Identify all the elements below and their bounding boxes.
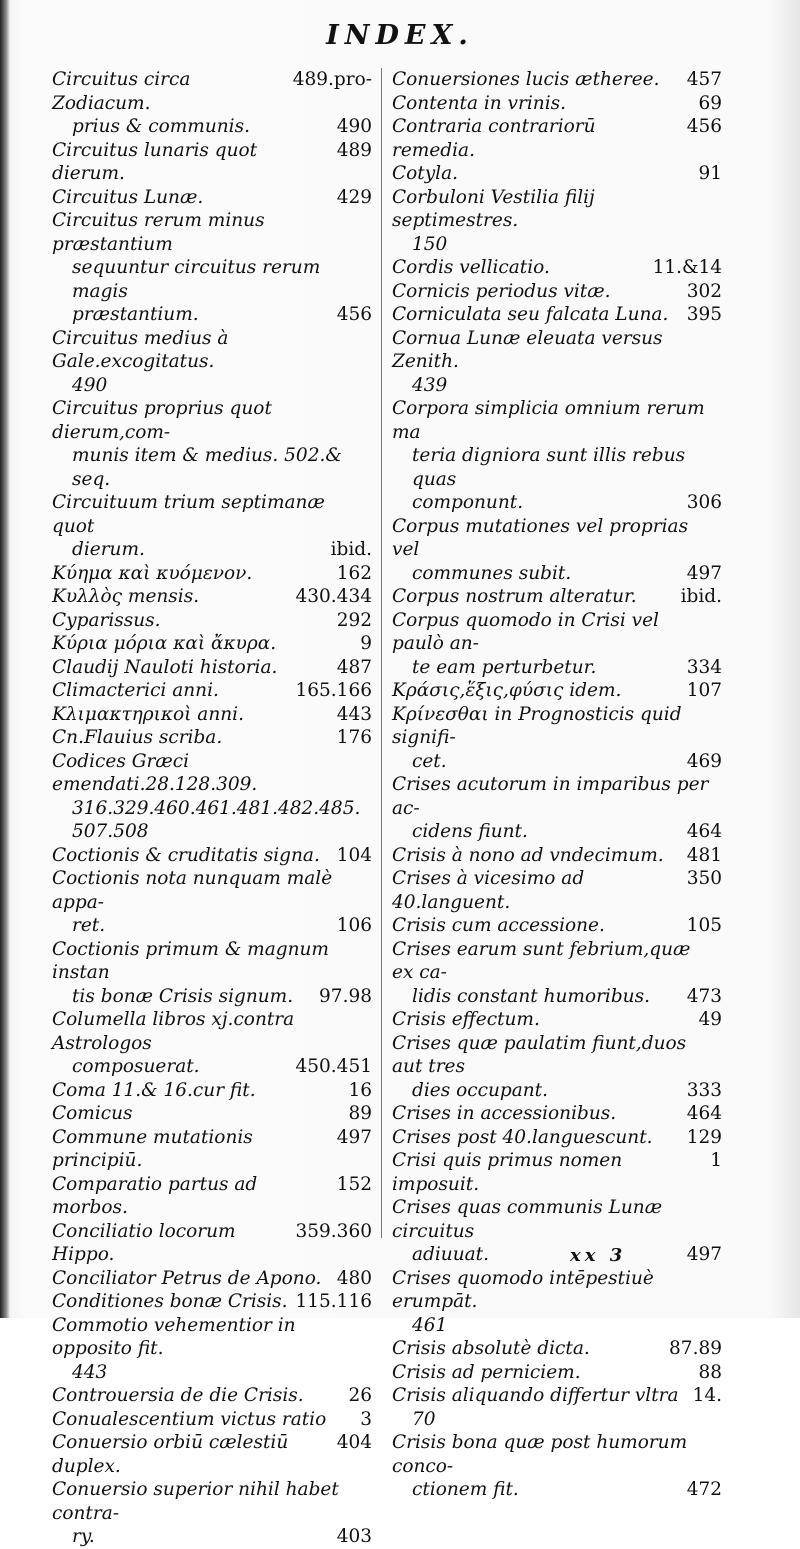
entry-page-ref: 464 — [686, 1103, 722, 1124]
index-entry — [392, 444, 722, 491]
index-entry — [52, 1220, 372, 1267]
entry-text: tis bonæ Crisis signum. — [72, 985, 294, 1007]
entry-page-ref: 115.116 — [295, 1291, 372, 1312]
entry-page-ref: 473 — [686, 985, 722, 1007]
entry-text: teria digniora sunt illis rebus quas — [412, 445, 686, 490]
entry-page-ref: ibid. — [330, 539, 372, 560]
entry-text: Contraria contrariorū remedia. — [392, 116, 596, 161]
column-divider — [381, 68, 382, 1238]
index-entry — [392, 562, 722, 586]
entry-text: Κλιμακτηρικοὶ anni. — [52, 703, 244, 725]
index-entry — [52, 68, 372, 115]
index-entry — [392, 186, 722, 233]
entry-text: Circuitus lunaris quot dierum. — [52, 139, 258, 184]
entry-text: Conuersio orbiū cælestiū duplex. — [52, 1432, 289, 1477]
index-entry — [392, 115, 722, 162]
entry-page-ref: 481 — [686, 844, 722, 866]
entry-text: Κράσις,ἕξις,φύσις idem. — [392, 680, 622, 701]
entry-text: cidens fiunt. — [412, 821, 528, 842]
entry-page-ref: 292 — [336, 609, 372, 631]
entry-text: sequuntur circuitus rerum magis — [72, 257, 321, 302]
index-entry — [52, 1408, 372, 1432]
entry-text: ret. — [72, 915, 106, 936]
entry-text: prius & communis. — [72, 116, 250, 137]
entry-text: Circuitus rerum minus præstantium — [52, 210, 265, 255]
entry-page-ref: 302 — [686, 280, 722, 302]
entry-text: Circuitus circa Zodiacum. — [52, 69, 191, 114]
index-entry — [52, 1290, 372, 1314]
index-entry — [52, 726, 372, 750]
entry-text: præstantium. — [72, 304, 199, 325]
entry-text: Conuersiones lucis ætheree. — [392, 69, 660, 90]
entry-text: Corbuloni Vestilia filij septimestres. — [392, 186, 595, 231]
index-entry — [52, 397, 372, 444]
index-entry — [392, 750, 722, 774]
index-entry — [392, 327, 722, 374]
index-entry — [52, 797, 372, 821]
index-entry — [392, 1314, 722, 1338]
entry-page-ref: 490 — [336, 116, 372, 137]
entry-text: Crisis cum accessione. — [392, 915, 605, 936]
index-entry — [392, 867, 722, 914]
entry-page-ref: 89 — [348, 1103, 372, 1124]
index-entry — [52, 1431, 372, 1478]
index-entry — [392, 280, 722, 304]
entry-page-ref: 49 — [698, 1009, 722, 1030]
entry-page-ref: 497 — [336, 1126, 372, 1148]
index-entry — [52, 679, 372, 703]
index-entry — [392, 491, 722, 515]
index-entry — [52, 1008, 372, 1055]
entry-text: Coctionis & cruditatis signa. — [52, 844, 320, 866]
entry-text: Crisi quis primus nomen imposuit. — [392, 1150, 623, 1195]
index-entry — [392, 303, 722, 327]
entry-page-ref: 334 — [686, 656, 722, 678]
index-entry — [392, 914, 722, 938]
entry-text: Crises quæ paulatim fiunt,duos aut tres — [392, 1032, 687, 1077]
index-entry — [392, 233, 722, 257]
index-entry — [392, 1384, 722, 1408]
entry-text: Crisis ad perniciem. — [392, 1361, 581, 1383]
entry-text: munis item & medius. 502.& seq. — [72, 445, 342, 490]
entry-text: Conualescentium victus ratio — [52, 1408, 327, 1430]
entry-text: Cn.Flauius scriba. — [52, 727, 223, 748]
index-entry — [392, 1149, 722, 1196]
index-entry — [52, 844, 372, 868]
entry-text: Crises quomodo intēpestiuè erumpāt. — [392, 1267, 654, 1312]
entry-page-ref: 333 — [686, 1079, 722, 1101]
index-entry — [392, 397, 722, 444]
index-entry — [52, 1173, 372, 1220]
index-entry — [392, 68, 722, 92]
index-entry — [52, 115, 372, 139]
entry-page-ref: 3 — [360, 1408, 372, 1430]
entry-page-ref: 165.166 — [295, 680, 372, 701]
entry-page-ref: 456 — [686, 116, 722, 137]
entry-text: Conciliator Petrus de Apono. — [52, 1267, 322, 1289]
entry-page-ref: 1 — [710, 1150, 722, 1171]
entry-page-ref: 359.360 — [295, 1220, 372, 1242]
index-entry — [392, 92, 722, 116]
entry-text: 439 — [412, 374, 448, 396]
entry-text: Conditiones bonæ Crisis. — [52, 1291, 288, 1312]
entry-page-ref: 91 — [698, 163, 722, 184]
index-entry — [52, 303, 372, 327]
entry-page-ref: 16 — [348, 1079, 372, 1101]
entry-page-ref: 489.pro- — [292, 69, 372, 90]
entry-text: 316.329.460.461.481.482.485. — [72, 797, 361, 819]
entry-text: 70 — [412, 1408, 436, 1430]
entry-text: Crises à vicesimo ad 40.languent. — [392, 868, 585, 913]
entry-text: dies occupant. — [412, 1079, 548, 1101]
entry-text: Commotio vehementior in opposito fit. — [52, 1314, 296, 1359]
index-entry — [52, 1525, 372, 1549]
index-entry — [52, 914, 372, 938]
entry-text: ctionem fit. — [412, 1479, 519, 1500]
index-entry — [392, 820, 722, 844]
index-entry — [392, 1196, 722, 1243]
index-entry — [52, 1384, 372, 1408]
index-entry — [52, 938, 372, 985]
index-entry — [392, 1102, 722, 1126]
entry-page-ref: 457 — [686, 69, 722, 90]
entry-text: Crisis effectum. — [392, 1009, 540, 1030]
index-entry — [52, 1102, 372, 1126]
entry-page-ref: 107 — [686, 680, 722, 701]
entry-text: Κύρια μόρια καὶ ἄκυρα. — [52, 633, 277, 654]
entry-page-ref: 97.98 — [319, 985, 372, 1007]
entry-page-ref: 464 — [686, 821, 722, 842]
entry-text: 490 — [72, 374, 108, 396]
index-entry — [392, 703, 722, 750]
entry-text: Controuersia de die Crisis. — [52, 1385, 304, 1406]
index-entry — [52, 186, 372, 210]
entry-text: Circuitus Lunæ. — [52, 186, 204, 208]
index-entry — [392, 1008, 722, 1032]
page-header: INDEX. — [326, 20, 474, 51]
entry-text: Circuitus proprius quot dierum,com- — [52, 398, 272, 443]
entry-page-ref: 456 — [336, 304, 372, 325]
entry-text: Cotyla. — [392, 163, 459, 184]
index-entry — [392, 1243, 722, 1267]
entry-text: dierum. — [72, 539, 145, 560]
entry-page-ref: 487 — [336, 656, 372, 678]
index-entry — [392, 844, 722, 868]
entry-text: Crises quas communis Lunæ circuitus — [392, 1197, 663, 1242]
entry-text: Crises earum sunt febrium,quæ ex ca- — [392, 938, 691, 983]
entry-text: Coctionis primum & magnum instan — [52, 938, 329, 983]
entry-text: Crisis absolutè dicta. — [392, 1338, 590, 1359]
index-entry — [52, 444, 372, 491]
entry-page-ref: ibid. — [680, 586, 722, 607]
index-entry — [392, 1478, 722, 1502]
index-entry — [392, 515, 722, 562]
entry-page-ref: 129 — [686, 1126, 722, 1148]
entry-page-ref: 106 — [336, 915, 372, 936]
index-entry — [52, 256, 372, 303]
entry-text: Crises acutorum in imparibus per ac- — [392, 774, 709, 819]
entry-text: Climacterici anni. — [52, 680, 219, 701]
entry-text: Crisis aliquando differtur vltra — [392, 1385, 679, 1406]
index-entry — [52, 491, 372, 538]
index-entry — [392, 1337, 722, 1361]
entry-page-ref: 350 — [686, 868, 722, 889]
index-entry — [392, 679, 722, 703]
index-entry — [52, 538, 372, 562]
entry-text: Conciliatio locorum Hippo. — [52, 1220, 236, 1265]
signature-mark: xx 3 — [570, 1245, 627, 1266]
entry-text: Comicus — [52, 1103, 133, 1124]
entry-text: Cordis vellicatio. — [392, 257, 550, 278]
index-entry — [52, 750, 372, 797]
entry-text: composuerat. — [72, 1056, 200, 1077]
entry-text: adiuuat. — [412, 1244, 489, 1265]
index-entry — [392, 609, 722, 656]
entry-text: Crisis à nono ad vndecimum. — [392, 844, 664, 866]
entry-text: Corniculata seu falcata Luna. — [392, 304, 669, 325]
index-entry — [392, 1431, 722, 1478]
entry-page-ref: 443 — [336, 703, 372, 725]
index-entry — [392, 656, 722, 680]
index-entry — [52, 656, 372, 680]
entry-text: Κύημα καὶ κυόμενον. — [52, 562, 253, 584]
entry-text: Cyparissus. — [52, 609, 161, 631]
index-entry — [392, 1361, 722, 1385]
entry-page-ref: 162 — [336, 562, 372, 584]
entry-page-ref: 14. — [692, 1385, 722, 1406]
entry-text: componunt. — [412, 492, 524, 513]
entry-page-ref: 395 — [686, 304, 722, 325]
index-entry — [52, 985, 372, 1009]
entry-page-ref: 104 — [336, 844, 372, 866]
entry-text: Corpora simplicia omnium rerum ma — [392, 398, 705, 443]
index-entry — [52, 632, 372, 656]
entry-text: Crises in accessionibus. — [392, 1103, 617, 1124]
entry-page-ref: 105 — [686, 915, 722, 936]
entry-text: lidis constant humoribus. — [412, 985, 650, 1007]
entry-text: Κυλλὸς mensis. — [52, 586, 200, 607]
index-entry — [52, 1314, 372, 1361]
index-entry — [52, 139, 372, 186]
entry-text: Columella libros xj.contra Astrologos — [52, 1009, 295, 1054]
entry-text: Contenta in vrinis. — [392, 92, 566, 114]
entry-page-ref: 450.451 — [295, 1056, 372, 1077]
entry-page-ref: 469 — [686, 750, 722, 772]
entry-text: Claudij Nauloti historia. — [52, 656, 278, 678]
entry-page-ref: 69 — [698, 92, 722, 114]
entry-text: Corpus quomodo in Crisi vel paulò an- — [392, 609, 659, 654]
index-entry — [52, 1267, 372, 1291]
index-entry — [392, 256, 722, 280]
entry-page-ref: 472 — [686, 1479, 722, 1500]
entry-text: Cornua Lunæ eleuata versus Zenith. — [392, 327, 663, 372]
index-entry — [392, 1126, 722, 1150]
entry-page-ref: 480 — [336, 1267, 372, 1289]
index-entry — [52, 1126, 372, 1173]
index-entry — [52, 585, 372, 609]
entry-page-ref: 306 — [686, 492, 722, 513]
entry-text: ry. — [72, 1526, 95, 1547]
entry-text: Crisis bona quæ post humorum conco- — [392, 1432, 688, 1477]
entry-text: Κρίνεσθαι in Prognosticis quid signifi- — [392, 703, 682, 748]
index-entry — [392, 1267, 722, 1314]
entry-text: Circuitus medius à Gale.excogitatus. — [52, 327, 229, 372]
entry-page-ref: 88 — [698, 1361, 722, 1383]
index-entry — [52, 867, 372, 914]
index-entry — [52, 209, 372, 256]
entry-text: 461 — [412, 1314, 448, 1336]
entry-text: Codices Græci emendati.28.128.309. — [52, 750, 258, 795]
index-entry — [392, 1032, 722, 1079]
entry-page-ref: 404 — [336, 1432, 372, 1453]
index-entry — [392, 585, 722, 609]
index-entry — [392, 374, 722, 398]
entry-text: communes subit. — [412, 562, 572, 584]
index-entry — [392, 773, 722, 820]
index-entry — [392, 985, 722, 1009]
index-entry — [392, 162, 722, 186]
index-entry — [52, 562, 372, 586]
entry-page-ref: 87.89 — [669, 1338, 722, 1359]
index-column-right — [392, 68, 722, 1502]
entry-text: Coctionis nota nunquam malè appa- — [52, 868, 333, 913]
entry-page-ref: 430.434 — [295, 586, 372, 607]
entry-page-ref: 429 — [336, 186, 372, 208]
index-entry — [52, 1079, 372, 1103]
entry-text: Corpus mutationes vel proprias vel — [392, 515, 689, 560]
index-entry — [52, 1361, 372, 1385]
index-entry — [52, 820, 372, 844]
index-column-left — [52, 68, 372, 1549]
entry-text: 150 — [412, 233, 448, 255]
entry-text: cet. — [412, 750, 447, 772]
entry-text: Circuituum trium septimanæ quot — [52, 492, 325, 537]
entry-page-ref: 9 — [360, 633, 372, 654]
index-entry — [392, 1079, 722, 1103]
entry-page-ref: 176 — [336, 727, 372, 748]
entry-page-ref: 489 — [336, 139, 372, 161]
entry-text: Coma 11.& 16.cur fit. — [52, 1079, 256, 1101]
index-entry — [392, 938, 722, 985]
entry-text: te eam perturbetur. — [412, 656, 597, 678]
index-entry — [392, 1408, 722, 1432]
entry-page-ref: 26 — [348, 1385, 372, 1406]
entry-page-ref: 403 — [336, 1526, 372, 1547]
index-entry — [52, 327, 372, 374]
index-entry — [52, 374, 372, 398]
entry-text: Cornicis periodus vitæ. — [392, 280, 611, 302]
entry-text: Comparatio partus ad morbos. — [52, 1173, 258, 1218]
entry-text: 507.508 — [72, 821, 149, 842]
binding-gutter — [0, 0, 10, 1318]
index-entry — [52, 1055, 372, 1079]
entry-text: Crises post 40.languescunt. — [392, 1126, 653, 1148]
entry-text: Conuersio superior nihil habet contra- — [52, 1479, 339, 1524]
entry-text: Commune mutationis principiū. — [52, 1126, 253, 1171]
entry-page-ref: 152 — [336, 1173, 372, 1195]
entry-text: 443 — [72, 1361, 108, 1383]
index-entry — [52, 1478, 372, 1525]
entry-text: Corpus nostrum alteratur. — [392, 586, 637, 607]
index-entry — [52, 609, 372, 633]
index-entry — [52, 703, 372, 727]
entry-page-ref: 497 — [686, 562, 722, 584]
entry-page-ref: 497 — [686, 1244, 722, 1265]
entry-page-ref: 11.&14 — [652, 257, 722, 278]
